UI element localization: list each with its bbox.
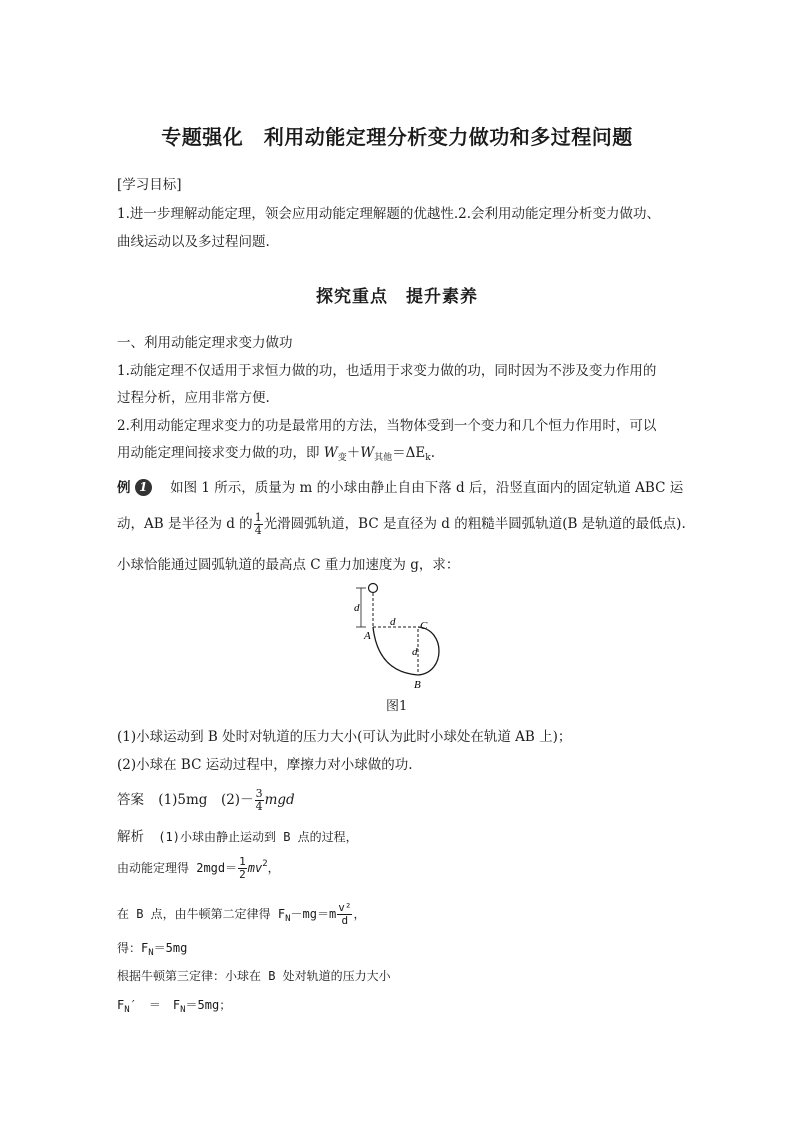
- analysis-line3-b: －mg＝m: [290, 907, 337, 921]
- objectives-line-2: 曲线运动以及多过程问题.: [117, 234, 270, 250]
- analysis-line2-sup: 2: [262, 859, 268, 869]
- analysis-label: 解析: [117, 829, 144, 845]
- analysis-half-fraction: [238, 856, 247, 881]
- example-line-1: [117, 476, 683, 496]
- analysis-line-4: [117, 939, 187, 958]
- analysis-line6-sub2: N: [180, 1005, 186, 1015]
- analysis-line4-a: 得：F: [117, 941, 149, 955]
- objectives-label: [学习目标]: [117, 177, 182, 193]
- analysis-line3-sub: N: [285, 914, 291, 924]
- analysis-line2-a: 由动能定理得 2mgd＝: [117, 861, 238, 875]
- analysis-line3-a: 在 B 点，由牛顿第二定律得 F: [117, 907, 286, 921]
- objectives-line-1: 1.进一步理解动能定理，领会应用动能定理解题的优越性.2.会利用动能定理分析变力做功、: [117, 206, 661, 222]
- page-title: 专题强化 利用动能定理分析变力做功和多过程问题: [161, 125, 633, 149]
- label-d-top: d: [354, 602, 360, 614]
- fraction-quarter: [254, 512, 263, 537]
- part1-para1-line1: 1.动能定理不仅适用于求恒力做的功，也适用于求变力做的功，同时因为不涉及变力作用的: [117, 363, 657, 379]
- formula-end: .: [430, 445, 435, 461]
- analysis-v2-over-d: [337, 902, 352, 927]
- fraction-numerator: 1: [254, 511, 262, 524]
- formula-sub1: 变: [337, 453, 347, 463]
- question-2: (2)小球在 BC 运动过程中，摩擦力对小球做的功.: [117, 757, 413, 773]
- analysis-line6-b: ′ ＝ F: [129, 998, 181, 1012]
- answer-fraction: [255, 788, 264, 813]
- analysis-line-3: [117, 902, 366, 927]
- label-B: B: [414, 679, 421, 691]
- answer-label: 答案: [117, 792, 144, 808]
- label-A: A: [364, 630, 371, 642]
- analysis-line-1: [117, 825, 358, 845]
- analysis-line2-b: mv: [247, 861, 263, 875]
- arc-BC: [418, 627, 439, 675]
- part1-heading: 一、利用动能定理求变力做功: [117, 335, 293, 351]
- part1-para2-line1: 2.利用动能定理求变力的功是最常用的方法，当物体受到一个变力和几个恒力作用时，可以: [117, 418, 657, 434]
- answer-line: [117, 788, 295, 813]
- example-line2-a: 动，AB 是半径为 d 的: [117, 516, 253, 532]
- example-line1-text: 如图 1 所示，质量为 m 的小球由静止自由下落 d 后，沿竖直面内的固定轨道 ABC 运: [170, 480, 684, 496]
- analysis-line4-sub: N: [148, 948, 154, 958]
- analysis-line6-sub1: N: [124, 1005, 130, 1015]
- formula-w2: W: [360, 445, 375, 461]
- example-line-2: [117, 512, 686, 537]
- figure-caption: 图1: [386, 699, 408, 714]
- example-label: 例: [117, 480, 131, 496]
- answer-part1: (1)5mg (2)－: [158, 792, 254, 808]
- analysis-line-5: 根据牛顿第三定律：小球在 B 处对轨道的压力大小: [117, 969, 391, 983]
- answer-frac-d: 4: [255, 800, 263, 813]
- formula-plus: ＋: [346, 445, 361, 461]
- ball-icon: [369, 584, 378, 593]
- formula-sub2: 其他: [374, 453, 393, 463]
- analysis-line3-c: ，: [353, 907, 366, 921]
- fraction-denominator: 4: [254, 524, 262, 537]
- half-d: 2: [239, 868, 246, 881]
- example-line2-b: 光滑圆弧轨道，BC 是直径为 d 的粗糙半圆弧轨道(B 是轨道的最低点).: [263, 516, 686, 532]
- analysis-line4-b: ＝5mg: [153, 941, 188, 955]
- label-d-mid: d: [390, 616, 396, 628]
- analysis-line-2: [117, 856, 280, 881]
- label-d-right: d: [412, 646, 418, 658]
- section-title: 探究重点 提升素养: [316, 287, 478, 307]
- part1-para2-line2: [117, 441, 435, 463]
- analysis-line1-text: (1)小球由静止运动到 B 点的过程，: [158, 830, 358, 844]
- analysis-line2-c: ，: [267, 861, 280, 875]
- question-1: (1)小球运动到 B 处时对轨道的压力大小(可认为此时小球处在轨道 AB 上)；: [117, 729, 572, 745]
- answer-frac-n: 3: [255, 787, 263, 800]
- answer-part2: mgd: [264, 792, 295, 808]
- formula-sub3: k: [425, 453, 431, 463]
- track-figure: [344, 580, 464, 692]
- half-n: 1: [239, 855, 246, 868]
- v2-d: d: [341, 914, 349, 927]
- example-line-3: 小球恰能通过圆弧轨道的最高点 C 重力加速度为 g，求：: [117, 557, 460, 573]
- example-number-badge: 1: [135, 479, 152, 496]
- para2-prefix: 用动能定理间接求变力做的功，即: [117, 445, 324, 461]
- label-C: C: [420, 620, 428, 632]
- v2-n: v²: [338, 901, 352, 914]
- part1-para1-line2: 过程分析，应用非常方便.: [117, 390, 270, 406]
- analysis-line-6: [117, 996, 231, 1015]
- analysis-line6-a: F: [117, 998, 125, 1012]
- analysis-line6-c: ＝5mg；: [185, 998, 232, 1012]
- formula-eq: ＝ΔE: [392, 445, 426, 461]
- formula-w1: W: [323, 445, 338, 461]
